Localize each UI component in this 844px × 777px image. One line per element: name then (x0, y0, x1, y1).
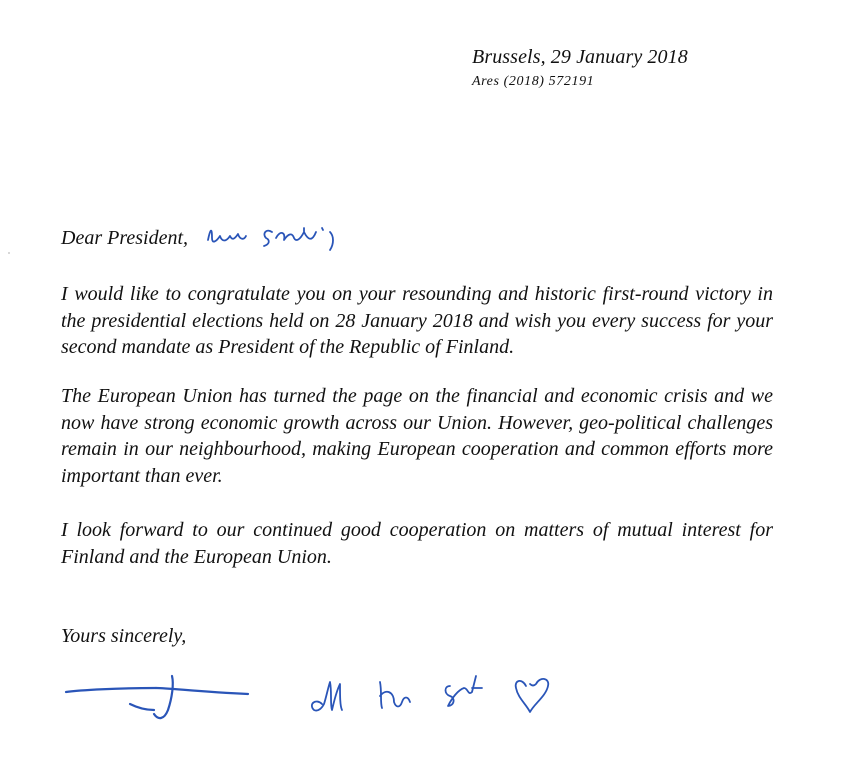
handwritten-postscript (300, 668, 560, 720)
closing: Yours sincerely, (61, 625, 187, 647)
paragraph-congratulations: I would like to congratulate you on your resounding and historic first-round victory in the presidential elections held on 28 January 2018 and wish you every success for your second mandate as President of the Republic of Finland. (61, 283, 773, 358)
paragraph-european-union: The European Union has turned the page on the financial and economic crisis and we now have strong economic growth across our Union. However, geo-political challenges remain in our neighbourhood, making European cooperation and common efforts more important than ever. (61, 385, 773, 487)
signature (60, 670, 260, 730)
reference-number: Ares (2018) 572191 (472, 74, 595, 89)
paragraph-cooperation: I look forward to our continued good cooperation on matters of mutual interest for Finland and the European Union. (61, 519, 773, 568)
handwritten-greeting (200, 218, 350, 254)
place-date: Brussels, 29 January 2018 (472, 46, 688, 68)
salutation: Dear President, (61, 227, 189, 249)
scan-artifact (8, 252, 10, 254)
